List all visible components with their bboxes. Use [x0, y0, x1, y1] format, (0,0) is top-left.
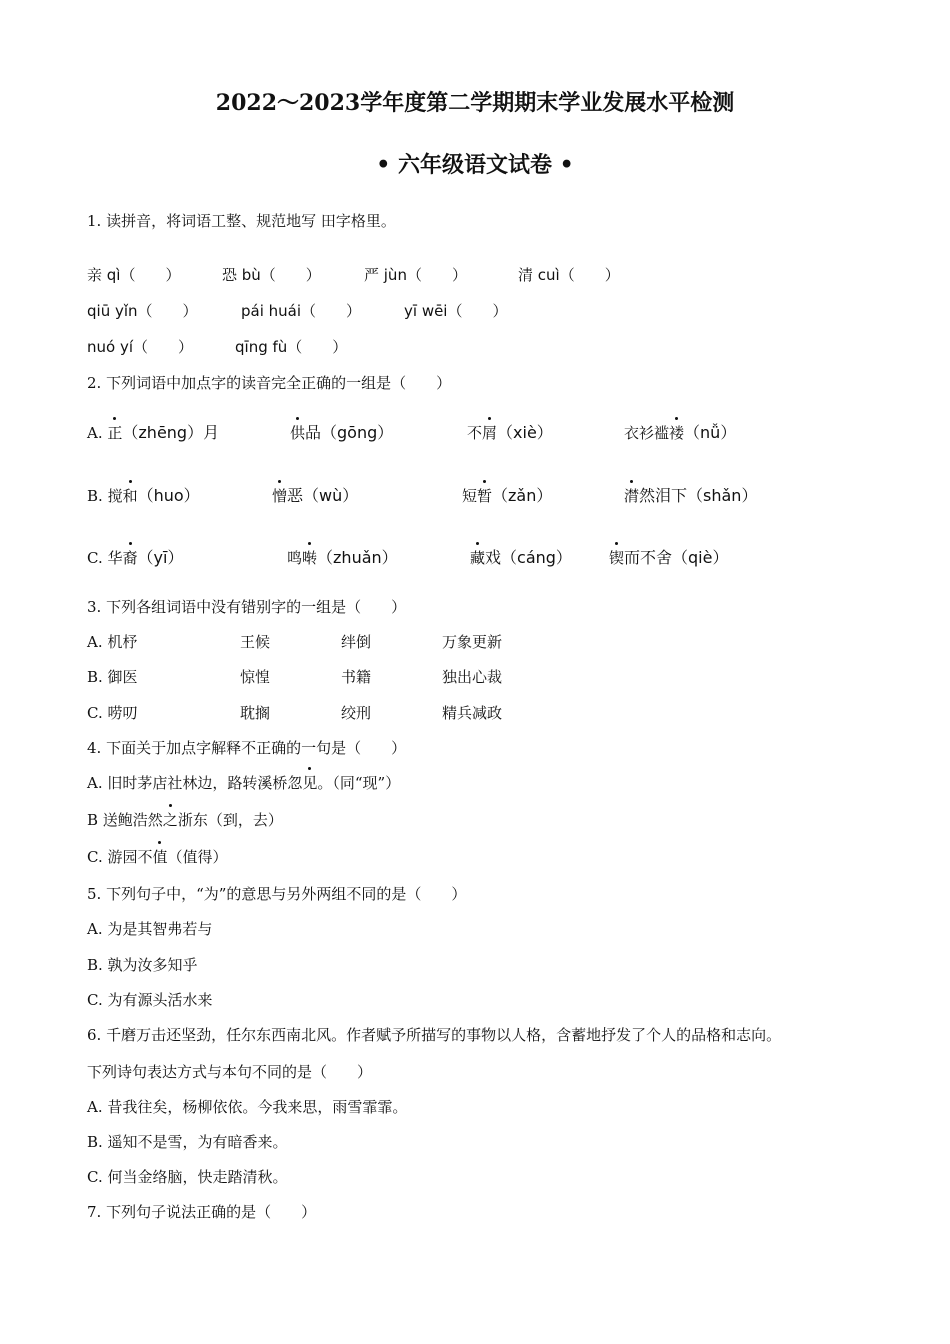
q3-stem: 3. 下列各组词语中没有错别字的一组是（ ） — [87, 598, 407, 616]
q5-option-c: C. 为有源头活水来 — [87, 991, 213, 1009]
q3-word: 惊惶 — [240, 668, 271, 686]
q1-item: pái huái（ ） — [241, 302, 362, 320]
dotted-char: 正 — [107, 424, 123, 442]
q2-stem: 2. 下列词语中加点字的读音完全正确的一组是（ ） — [87, 374, 452, 392]
q2-option-a-item: 不屑（xiè） — [467, 423, 553, 442]
option-label: C. — [87, 549, 103, 567]
dotted-char: 供 — [290, 424, 306, 442]
dotted-char: 藏 — [470, 549, 486, 567]
q1-item: nuó yí（ ） — [87, 338, 194, 356]
q3-option-c: C. 唠叨 — [87, 704, 138, 722]
q2-option-c-item: 藏戏（cáng） — [470, 548, 572, 567]
dotted-char: 憎 — [272, 487, 288, 505]
dotted-char: 啭 — [302, 549, 318, 567]
q2-option-b: B. 搅和（huo） — [87, 486, 200, 505]
q3-word: 耽搁 — [240, 704, 271, 722]
q6-option-a: A. 昔我往矣，杨柳依依。今我来思，雨雪霏霏。 — [87, 1098, 408, 1116]
q5-stem: 5. 下列句子中，“为”的意思与另外两组不同的是（ ） — [87, 885, 467, 903]
q6-option-b: B. 遥知不是雪，为有暗香来。 — [87, 1133, 288, 1151]
q3-option-b: B. 御医 — [87, 668, 138, 686]
q2-option-c-item: 鸣啭（zhuǎn） — [287, 548, 398, 567]
q2-option-a-item: 衣衫褴褛（nǚ） — [624, 423, 737, 442]
dotted-char: 裔 — [122, 549, 138, 567]
q2-option-b-item: 潸然泪下（shǎn） — [624, 486, 758, 505]
q4-option-c: C. 游园不值（值得） — [87, 848, 228, 866]
q3-word: 独出心裁 — [442, 668, 503, 686]
q1-item: 严 jùn（ ） — [364, 266, 467, 284]
q2-option-c: C. 华裔（yī） — [87, 548, 184, 567]
q5-option-a: A. 为是其智弗若与 — [87, 920, 213, 938]
option-label: A. — [87, 424, 103, 442]
q6-question: 下列诗句表达方式与本句不同的是（ ） — [87, 1063, 373, 1081]
q2-option-c-item: 锲而不舍（qiè） — [609, 548, 729, 567]
q5-option-b: B. 孰为汝多知乎 — [87, 956, 198, 974]
q6-stem: 6. 千磨万击还坚劲，任尔东西南北风。作者赋予所描写的事物以人格，含蓄地抒发了个人的品格和志向。 — [87, 1026, 782, 1044]
dotted-char: 褛 — [669, 424, 685, 442]
q7-stem: 7. 下列句子说法正确的是（ ） — [87, 1203, 317, 1221]
dotted-char: 屑 — [482, 424, 498, 442]
q1-item: yī wēi（ ） — [404, 302, 508, 320]
dotted-char: 潸 — [624, 487, 640, 505]
q3-word: 王候 — [240, 633, 271, 651]
q1-item: qīng fù（ ） — [235, 338, 348, 356]
q6-option-c: C. 何当金络脑，快走踏清秋。 — [87, 1168, 288, 1186]
q2-option-b-item: 短暂（zǎn） — [462, 486, 553, 505]
q3-word: 书籍 — [341, 668, 372, 686]
dotted-char: 和 — [122, 487, 138, 505]
q3-word: 绊倒 — [341, 633, 372, 651]
q4-option-b: B 送鲍浩然之浙东（到，去） — [87, 811, 283, 829]
q1-item: qiū yǐn（ ） — [87, 302, 198, 320]
exam-subtitle: • 六年级语文试卷 • — [376, 152, 574, 178]
q1-item: 清 cuì（ ） — [518, 266, 620, 284]
dotted-char: 之 — [162, 811, 178, 829]
dotted-char: 锲 — [609, 549, 625, 567]
q3-word: 绞刑 — [341, 704, 372, 722]
q4-stem: 4. 下面关于加点字解释不正确的一句是（ ） — [87, 739, 407, 757]
exam-title: 2022～2023学年度第二学期期末学业发展水平检测 — [215, 90, 735, 116]
option-label: B. — [87, 487, 103, 505]
q3-word: 万象更新 — [442, 633, 503, 651]
q1-item: 亲 qì（ ） — [87, 266, 181, 284]
dotted-char: 值 — [152, 848, 168, 866]
q2-option-a: A. 正（zhēng）月 — [87, 423, 220, 442]
q1-item: 恐 bù（ ） — [222, 266, 321, 284]
q3-word: 精兵减政 — [442, 704, 503, 722]
dotted-char: 见 — [302, 774, 318, 792]
q3-option-a: A. 机杼 — [87, 633, 138, 651]
q2-option-a-item: 供品（gōng） — [290, 423, 394, 442]
q1-stem: 1. 读拼音，将词语工整、规范地写 田字格里。 — [87, 212, 396, 230]
q2-option-b-item: 憎恶（wù） — [272, 486, 359, 505]
q4-option-a: A. 旧时茅店社林边，路转溪桥忽见。（同“现”） — [87, 774, 401, 792]
dotted-char: 暂 — [477, 487, 493, 505]
